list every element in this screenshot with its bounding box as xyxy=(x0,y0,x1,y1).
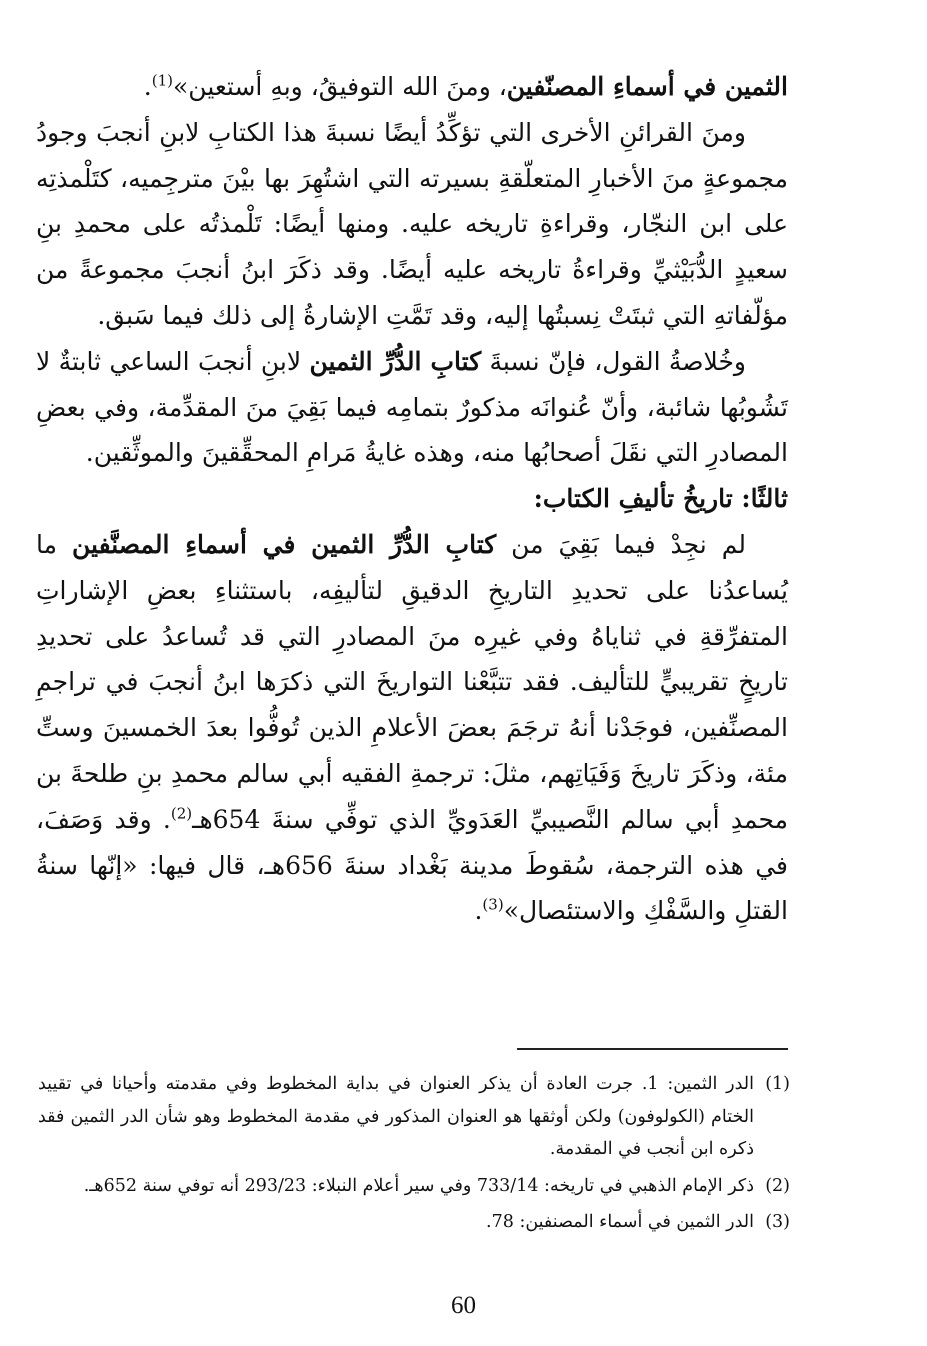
footnote-number: (2) xyxy=(765,1175,790,1196)
paragraph-text: لم نجِدْ فيما بَقِيَ من xyxy=(511,529,746,559)
footnote-ref: (2) xyxy=(170,804,193,823)
footnote-text: ذكر الإمام الذهبي في تاريخه: 733/14 وفي سير أعلام النبلاء: 293/23 أنه توفي سنة 652هـ. xyxy=(83,1175,754,1196)
paragraph: ومنَ القرائنِ الأخرى التي تؤكِّدُ أيضًا نسبةَ هذا الكتابِ لابنِ أنجبَ وجودُ مجموعةٍ منَ الأخبارِ المتعلّقةِ بسيرته التي اشتُهِرَ بها بيْنَ مترجِميه، كتَلْمذتِه على ابن النجّار، وقراءةِ تاريخه عليه. ومنها أيضًا: تَلْمذتُه على محمدِ بنِ سعيدٍ الدُّبَيْثيِّ وقراءةُ تاريخه عليه أيضًا. وقد ذكَرَ ابنُ أنجبَ مجموعةً من مؤلّفاتهِ التي ثبتَتْ نِسبتُها إليه، وقد تَمَّتِ الإشارةُ إلى ذلك فيما سَبق. xyxy=(36,117,788,330)
footnote xyxy=(38,1206,790,1239)
footnote-divider xyxy=(517,1048,788,1050)
paragraph-text: وخُلاصةُ القول، فإنّ نسبةَ xyxy=(489,346,746,376)
section-heading: ثالثًا: تاريخُ تأليفِ الكتاب: xyxy=(533,484,788,514)
footnote-ref: (3) xyxy=(482,896,504,915)
footnote-text: الدر الثمين في أسماء المصنفين: 78. xyxy=(486,1212,754,1232)
main-text xyxy=(36,64,788,934)
paragraph xyxy=(36,339,788,476)
paragraph-text: . xyxy=(143,72,152,101)
paragraph-text: ما يُساعدُنا على تحديدِ التاريخِ الدقيقِ لتأليفِه، باستثناءِ بعضِ الإشاراتِ المتفرِّقةِ في ثناياهُ وفي غيرِه منَ المصادرِ التي قد تُساعدُ على تحديدِ تاريخٍ تقريبيٍّ للتأليف. فقد تتبَّعْنا التواريخَ التي ذكرَها ابنُ أنجبَ في تراجمِ المصنِّفين، فوجَدْنا أنهُ ترجَمَ بعضَ الأعلامِ الذين تُوفُّوا بعدَ الخمسينَ وستِّ مئة، وذكَرَ تاريخَ وَفَيَاتِهم، مثلَ: ترجمةِ الفقيه أبي سالم محمدِ بنِ طلحةَ بن محمدِ أبي سالم النَّصيبيِّ العَدَويِّ الذي توفِّي سنةَ 654هـ xyxy=(36,529,788,834)
paragraph xyxy=(36,522,788,934)
footnotes xyxy=(38,1068,790,1243)
paragraph-text: . xyxy=(474,896,483,926)
paragraph-text: لابنِ أنجبَ الساعي ثابتةٌ لا تَشُوبُها شائبة، وأنّ عُنوانَه مذكورٌ بتمامِه فيما بَقِيَ منَ المقدِّمة، وفي بعضِ المصادرِ التي نقَلَ أصحابُها منه، وهذه غايةُ مَرامِ المحقِّقينَ والموثِّقين. xyxy=(36,346,788,468)
footnote-number: (3) xyxy=(765,1212,790,1232)
page-number: 60 xyxy=(451,1292,476,1319)
footnote xyxy=(38,1170,790,1203)
footnote xyxy=(38,1068,790,1166)
footnote-text: الدر الثمين: 1. جرت العادة أن يذكر العنوان في بداية المخطوط وفي مقدمته وأحيانا في تقييد الختام (الكولوفون) ولكن أوثقها هو العنوان المذكور في مقدمة المخطوط وهو شأن الدر الثمين فقد ذكره ابن أنجب في المقدمة. xyxy=(38,1074,755,1159)
paragraph-text: . وقد وَصَفَ، في هذه الترجمة، سُقوطَ مدينة بَغْداد سنةَ 656هـ، قال فيها: «إنّها سنةُ القتلِ والسَّفْكِ والاستئصال» xyxy=(36,804,789,926)
bold-title: الثمين في أسماءِ المصنّفين xyxy=(506,72,788,101)
paragraph-continuation xyxy=(36,64,788,110)
paragraph-text: ، ومنَ الله التوفيقُ، وبهِ أستعين» xyxy=(173,72,507,101)
footnote-number: (1) xyxy=(765,1074,790,1094)
bold-title: كتابِ الدُّرِّ الثمين في أسماءِ المصنَّفين xyxy=(72,529,497,559)
bold-title: كتابِ الدُّرِّ الثمين xyxy=(309,346,482,376)
footnote-ref: (1) xyxy=(151,71,173,90)
